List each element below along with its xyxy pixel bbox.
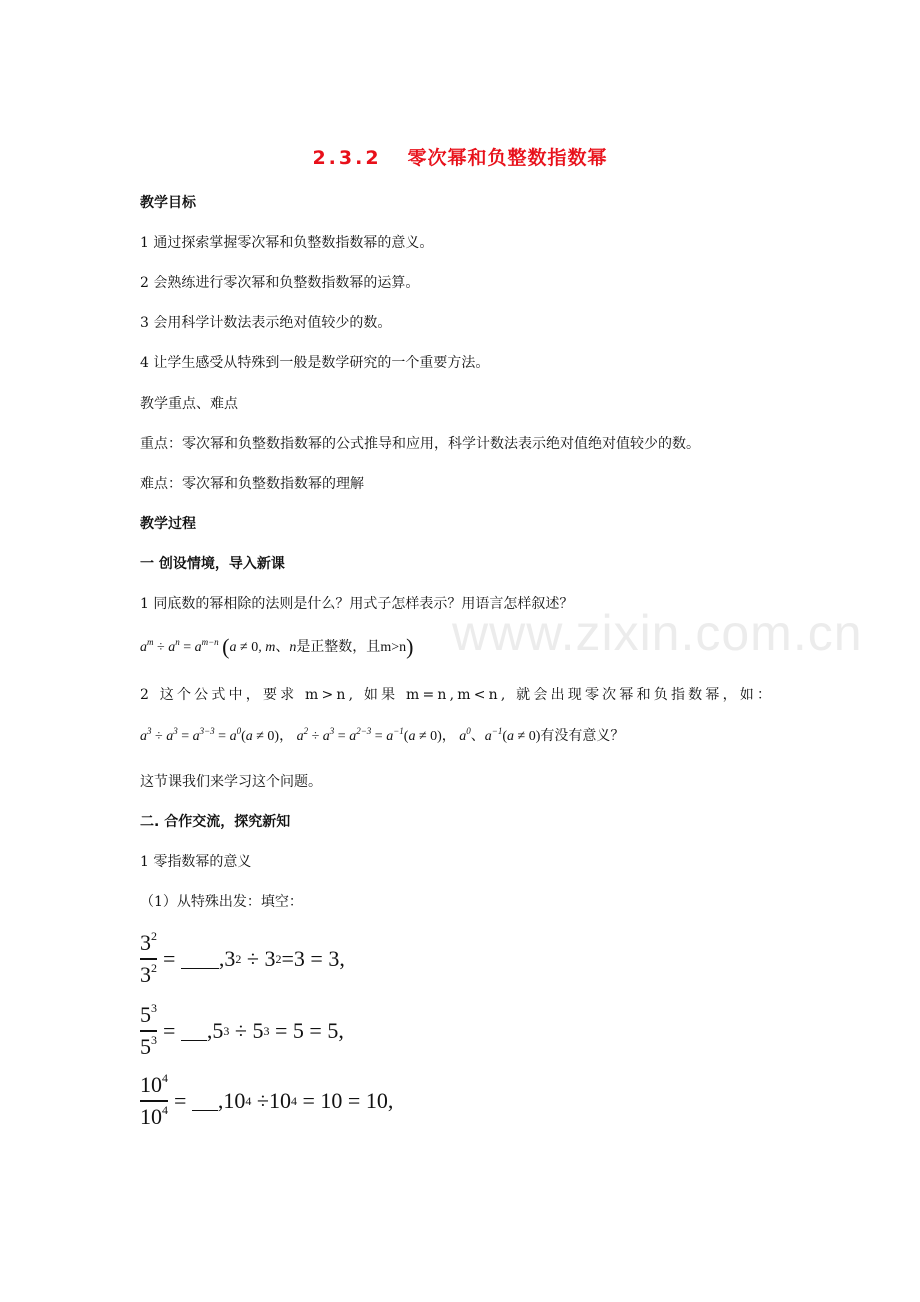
fill-row-2: $\frac{5^3}{5^3}$ = , 5 3 ÷ 5 3 = 5 = 5 ,	[140, 1000, 344, 1062]
section1-heading: 一 创设情境，导入新课	[140, 556, 285, 572]
key-point: 重点：零次幂和负整数指数幂的公式推导和应用，科学计数法表示绝对值绝对值较少的数。	[140, 436, 700, 452]
formula-condition: 是正整数，且	[296, 640, 381, 655]
page-title	[0, 143, 920, 170]
fraction: $\frac{3^2}{3^2}$	[140, 929, 157, 987]
fraction: $\frac{10^4}{10^4}$	[140, 1071, 168, 1129]
fraction: $\frac{5^3}{5^3}$	[140, 1001, 157, 1059]
objective-1: 1 通过探索掌握零次幂和负整数指数幂的意义。	[140, 235, 434, 251]
section1-paragraph3: 这节课我们来学习这个问题。	[140, 774, 322, 790]
fill-instruction: （1）从特殊出发：填空：	[140, 894, 303, 910]
title-number: 2.3.2	[312, 147, 382, 169]
formula-mn: m>n	[380, 640, 407, 655]
answer-blank[interactable]	[192, 1092, 218, 1111]
answer-blank[interactable]	[181, 1022, 207, 1041]
objective-2: 2 会熟练进行零次幂和负整数指数幂的运算。	[140, 275, 420, 291]
key-heading: 教学重点、难点	[140, 396, 238, 412]
objective-4: 4 让学生感受从特殊到一般是数学研究的一个重要方法。	[140, 355, 490, 371]
section2-subheading: 1 零指数幂的意义	[140, 854, 252, 870]
formula-question: 有没有意义？	[540, 729, 625, 744]
objective-3: 3 会用科学计数法表示绝对值较少的数。	[140, 315, 392, 331]
section2-heading: 二. 合作交流，探究新知	[140, 814, 291, 830]
section1-paragraph2: 2 这个公式中，要求 m>n, 如果 m=n,m<n, 就会出现零次幂和负指数幂，如：	[140, 687, 775, 703]
section1-question: 1 同底数的幂相除的法则是什么？用式子怎样表示？用语言怎样叙述？	[140, 596, 574, 612]
difficult-point: 难点：零次幂和负整数指数幂的理解	[140, 476, 364, 492]
formula-examples: $a^3 \div a^3 = a^{3-3} = a^0(a \ne 0)$， $a^2 \div a^3 = a^{2-3} = a^{-1}(a \ne 0)$， $a^0$、$a^{-1}(a \ne 0)$有没有意义？	[140, 726, 625, 744]
answer-blank[interactable]	[181, 950, 219, 969]
fill-row-1: $\frac{3^2}{3^2}$ = , 3 2 ÷ 3 2 = 3 = 3 ,	[140, 928, 345, 990]
formula-quotient-rule: $a^m \div a^n = a^{m-n}$ (a ≠ 0, m、n是正整数，且m>n)	[140, 634, 414, 659]
watermark: www.zixin.com.cn	[452, 605, 863, 661]
objectives-heading: 教学目标	[140, 195, 196, 211]
fill-row-3: $\frac{10^4}{10^4}$ = , 10 4 ÷ 10 4 = 10 = 10 ,	[140, 1070, 393, 1132]
process-heading: 教学过程	[140, 516, 196, 532]
title-text: 零次幂和负整数指数幂	[407, 147, 608, 169]
